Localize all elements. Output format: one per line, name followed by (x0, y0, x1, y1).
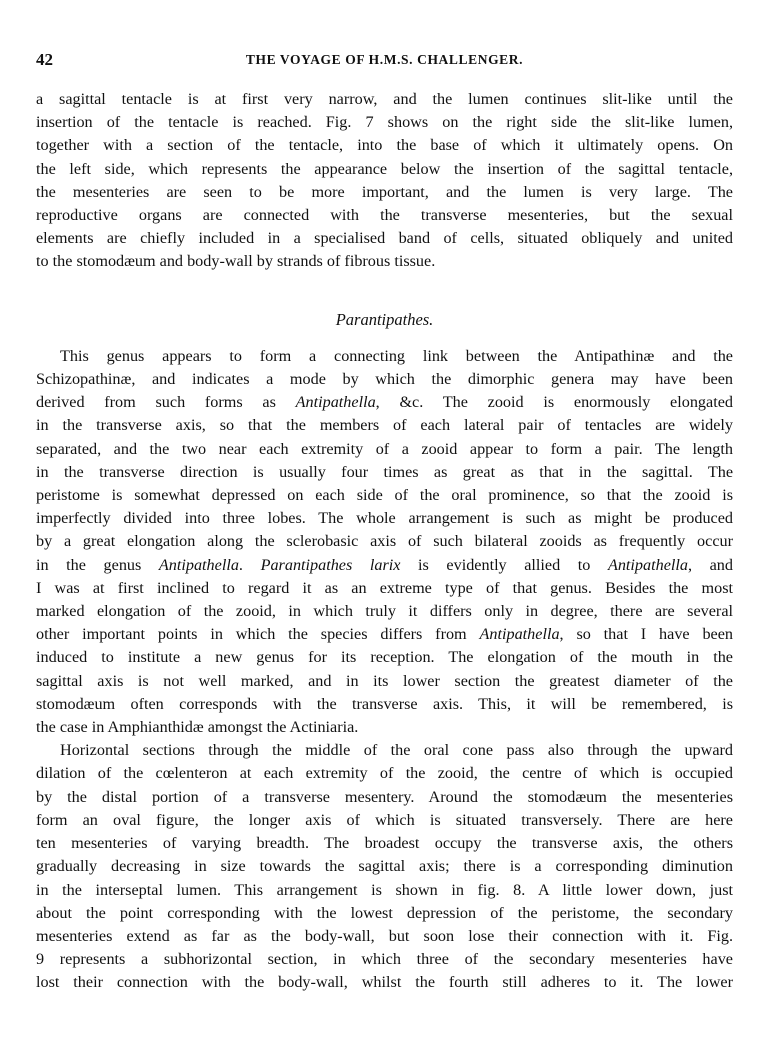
text-line: mesenteries extend as far as the body-wall, but soon lose their connection with it. Fig. (36, 926, 733, 945)
text-line: in the genus Antipathella. Parantipathes larix is evidently allied to Antipathella, and (36, 555, 733, 574)
paragraph-2 (36, 345, 733, 739)
text-line: stomodæum often corresponds with the transverse axis. This, it will be remembered, is (36, 694, 733, 713)
text-line: Horizontal sections through the middle of the oral cone pass also through the upward (60, 741, 733, 760)
text-line: sagittal axis is not well marked, and in its lower section the greatest diameter of the (36, 671, 733, 690)
text-line: elements are chiefly included in a specialised band of cells, situated obliquely and united (36, 229, 733, 248)
text-line: I was at first inclined to regard it as an extreme type of that genus. Besides the most (36, 578, 733, 597)
section-heading: Parantipathes. (335, 309, 434, 329)
text-line: the left side, which represents the appearance below the insertion of the sagittal tentacle, (36, 159, 733, 178)
text-line: form an oval figure, the longer axis of which is situated transversely. There are here (36, 810, 733, 829)
page-number: 42 (36, 50, 53, 69)
text-line: the mesenteries are seen to be more important, and the lumen is very large. The (36, 182, 733, 201)
running-title: THE VOYAGE OF H.M.S. CHALLENGER. (245, 52, 524, 67)
text-line: together with a section of the tentacle, into the base of which it ultimately opens. On (36, 136, 733, 155)
text-line: in the interseptal lumen. This arrangement is shown in fig. 8. A little lower down, just (36, 880, 733, 899)
text-line: in the transverse direction is usually four times as great as that in the sagittal. The (36, 462, 733, 481)
text-line: Schizopathinæ, and indicates a mode by which the dimorphic genera may have been (36, 370, 733, 389)
paragraph-3 (36, 739, 733, 994)
text-line: other important points in which the species differs from Antipathella, so that I have been (36, 625, 734, 644)
text-line: ten mesenteries of varying breadth. The broadest occupy the transverse axis, the others (36, 834, 733, 853)
paragraph-1 (36, 88, 733, 274)
text-line: to the stomodæum and body-wall by strands of fibrous tissue. (36, 252, 436, 271)
text-line: gradually decreasing in size towards the sagittal axis; there is a corresponding diminution (36, 857, 733, 876)
text-line: insertion of the tentacle is reached. Fig. 7 shows on the right side the slit-like lumen, (36, 113, 733, 132)
text-line: the case in Amphianthidæ amongst the Actiniaria. (36, 718, 359, 737)
text-line: imperfectly divided into three lobes. The whole arrangement is such as might be produced (36, 509, 733, 528)
text-line: a sagittal tentacle is at first very narrow, and the lumen continues slit-like until the (36, 90, 733, 108)
page-header (36, 50, 733, 72)
text-line: lost their connection with the body-wall, whilst the fourth still adheres to it. The lower (36, 973, 733, 992)
text-line: reproductive organs are connected with the transverse mesenteries, but the sexual (36, 206, 733, 225)
text-line: 9 represents a subhorizontal section, in which three of the secondary mesenteries have (36, 950, 733, 969)
text-line: by a great elongation along the sclerobasic axis of such bilateral zooids as frequently occur (36, 532, 733, 551)
text-line: derived from such forms as Antipathella, &c. The zooid is enormously elongated (36, 393, 733, 412)
text-line: in the transverse axis, so that the members of each lateral pair of tentacles are widely (36, 416, 733, 435)
body-text (36, 88, 733, 995)
text-line: induced to institute a new genus for its reception. The elongation of the mouth in the (36, 648, 733, 667)
text-line: marked elongation of the zooid, in which truly it differs only in degree, there are several (36, 602, 733, 621)
text-line: separated, and the two near each extremity of a zooid appear to form a pair. The length (36, 439, 733, 458)
text-line: dilation of the cœlenteron at each extremity of the zooid, the centre of which is occupied (36, 764, 733, 783)
text-line: about the point corresponding with the lowest depression of the peristome, the secondary (36, 903, 733, 922)
text-line: peristome is somewhat depressed on each side of the oral prominence, so that the zooid is (36, 486, 733, 505)
text-line: by the distal portion of a transverse mesentery. Around the stomodæum the mesenteries (36, 787, 733, 806)
text-line: This genus appears to form a connecting link between the Antipathinæ and the (60, 346, 733, 365)
